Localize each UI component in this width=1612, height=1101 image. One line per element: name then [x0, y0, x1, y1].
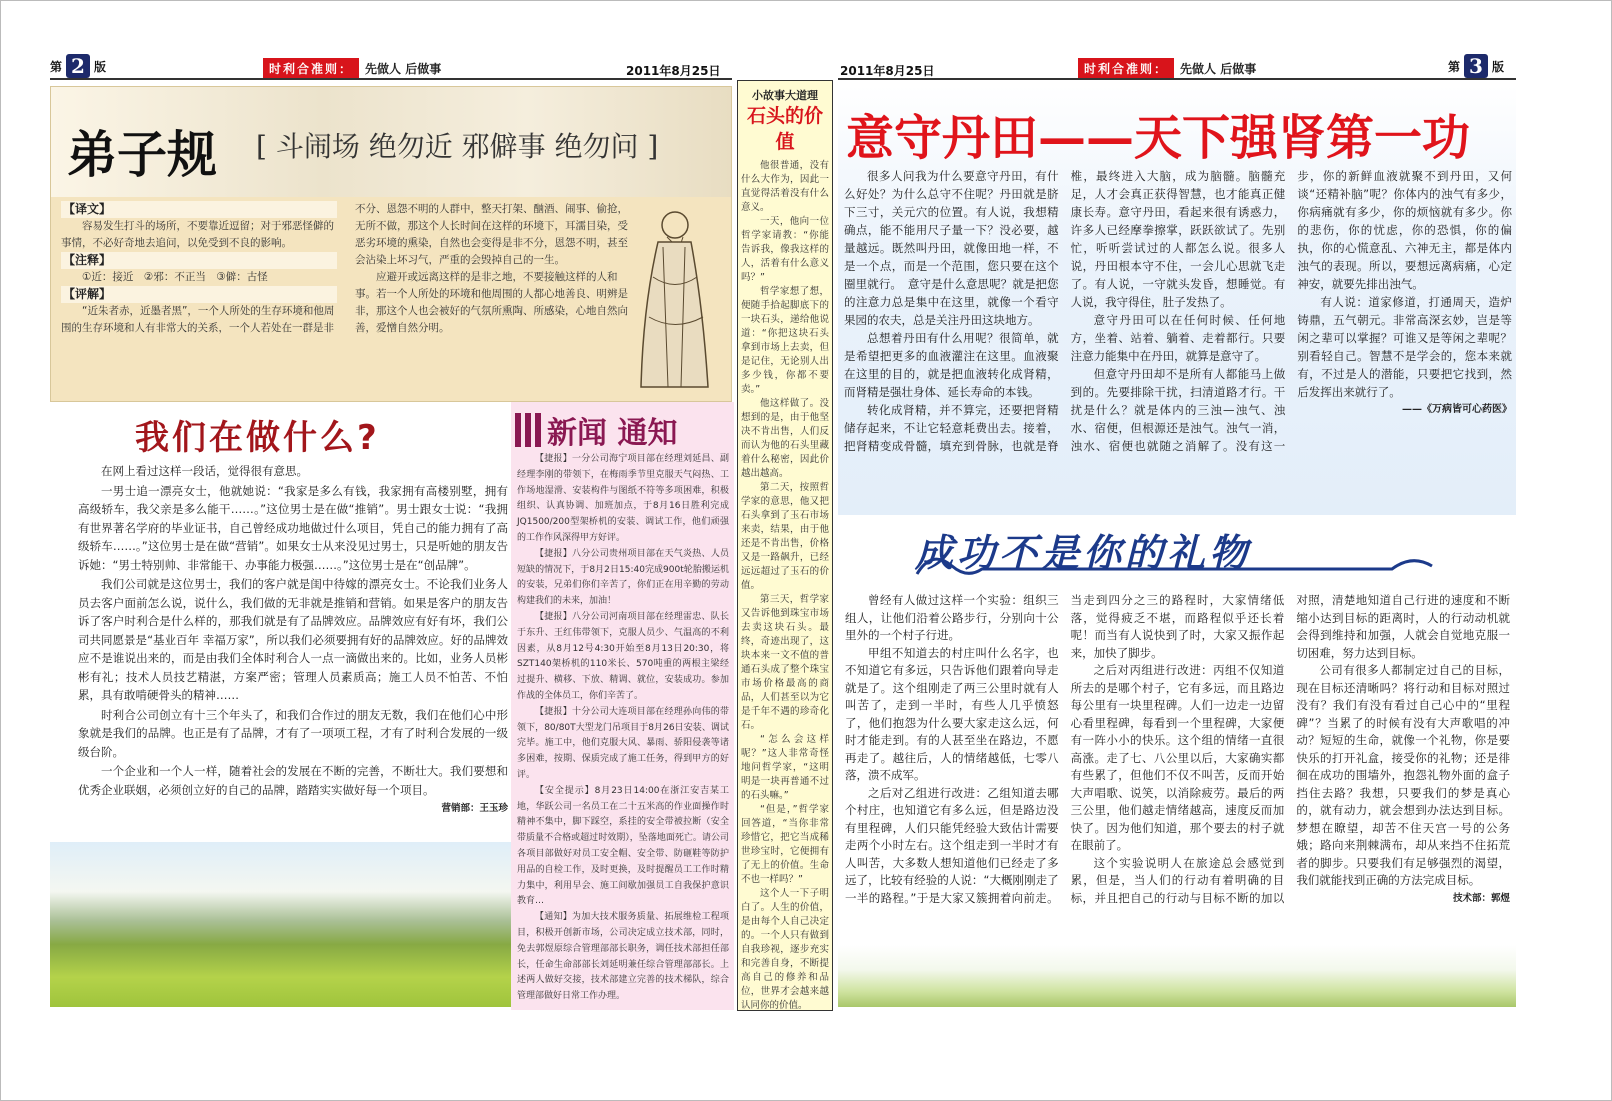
- article-author: 营销部：王玉珍: [441, 803, 508, 814]
- motto-left: [263, 58, 441, 79]
- motto-tag: 时利合准则：: [263, 58, 359, 79]
- dizigui-section: [50, 86, 732, 402]
- article-body: [78, 462, 508, 819]
- story-paragraph: 一天，他向一位哲学家请教：“你能告诉我，像我这样的人，活着有什么意义吗？”: [741, 216, 829, 283]
- story-paragraph-list: [738, 155, 832, 1013]
- issue-date-right: 2011年8月25日: [840, 64, 935, 78]
- page-label: 第: [1448, 59, 1461, 74]
- notes-text: ①近：接近 ②邪：不正当 ③僻：古怪: [82, 271, 268, 283]
- story-paragraph: 他这样做了。没想到的是，由于他坚决不肯出售，人们反而认为他的石头里藏着什么秘密，因此价越出越高。: [741, 398, 829, 479]
- issue-date-left: 2011年8月25日: [626, 64, 721, 78]
- success-body: [845, 592, 1510, 907]
- news-item-list: [517, 452, 729, 1005]
- news-section: [511, 402, 734, 1010]
- confucius-illustration: [623, 197, 723, 397]
- comment-paragraph: 应避开或远离这样的是非之地，不要接触这样的人和事。若一个人所处的环境和他周围的人都心地善良、明辨是非，那这个人也会被好的气氛所熏陶、所感染，心地自然向善，爱憎自然分明。: [355, 271, 628, 334]
- health-paragraph: 但意守丹田却不是所有人都能马上做到的。先要排除干扰，扫清道路才行。干扰是什么？就是体内的三浊—浊气、浊水、宿便，但根源还是浊气。浊气一消，浊水、宿便也就随之消解了。没有这一步，你的新鲜血液就聚不到丹田，又何谈“还精补脑”呢？你体内的浊气有多少，你病痛就有多少，你的烦恼就有多少。你的悲伤，你的忧虑，你的恐惧，你的偏执，你的心慌意乱、六神无主，都是体内浊气的表现。所以，要想远离病痛，心定神安，就要先排出浊气。: [1070, 169, 1512, 453]
- success-paragraph-list: [845, 592, 1510, 907]
- header-divider: [50, 78, 732, 80]
- success-paragraph: 这个实验说明人在旅途总会感觉到累，但是，当人们的行动有着明确的目标，并且把自己的行动与目标不断的加以对照，清楚地知道自己行进的速度和不断缩小达到目标的距离时，人的行动动机就会得到维持和加强，人就会自觉地克服一切困难，努力达到目标。: [1070, 593, 1510, 905]
- story-title: 石头的价值: [746, 105, 823, 153]
- news-title-text: 新闻 通知: [547, 416, 678, 451]
- success-author: 技术部：郭煜: [1452, 892, 1510, 904]
- news-item: 【通知】为加大技术服务质量、拓展维检工程项目，积极开创新市场，公司决定成立技术部，同时，免去郭煜原综合管理部部长职务，调任技术部担任部长，任命生命部部长刘延明兼任综合管理部部长。上述两人做好交接，技术部建立完善的技术梯队，综合管理部做好日常工作办理。: [517, 912, 729, 1002]
- article-paragraph: 在网上看过这样一段话，觉得很有意思。: [101, 464, 308, 478]
- story-paragraph: 哲学家想了想，便随手拾起脚底下的一块石头，递给他说道：“你把这块石头拿到市场上去卖，但是记住，无论别人出多少钱，你都不要卖。”: [741, 286, 829, 395]
- story-paragraph: 他很普通，没有什么大作为，因此一直觉得活着没有什么意义。: [741, 160, 829, 213]
- page-number-left: [50, 54, 106, 78]
- grass-photo: [838, 945, 1516, 1007]
- header-divider: [838, 78, 1516, 80]
- health-article: [838, 85, 1516, 515]
- article-title: 我们在做什么?: [135, 418, 380, 458]
- article-paragraph: 我们公司就是这位男士，我们的客户就是闺中待嫁的漂亮女士。不论我们业务人员去客户面前怎么说，说什么，我们做的无非就是推销和营销。如果是客户的朋友告诉了客户时利合是什么样的，那我们就是有了品牌效应。品牌效应有好有坏，我们公司共同愿景是“基业百年 幸福万家”，所以我们必须要拥有好的品牌效应。好的品牌效应不是谁说出来的，而是由我们全体时利合人一点一滴做出来的。比如，业务人员彬彬有礼；技术人员技艺精湛，方案严密；管理人员素质高；施工人员不怕苦、不怕累，具有敢啃硬骨头的精神……: [78, 577, 508, 702]
- page-number-right: [1448, 54, 1504, 78]
- translation-text: 容易发生打斗的场所，不要靠近逗留；对于邪恶怪僻的事情，不必好奇地去追问，以免受到不良的影响。: [61, 220, 334, 249]
- story-kicker: 小故事大道理: [752, 89, 818, 102]
- story-paragraph: 第三天，哲学家又告诉他到珠宝市场去卖这块石头。最终，奇迹出现了，这块本来一文不值的普通石头成了整个珠宝市场价格最高的商品，人们甚至以为它是千年不遇的珍奇化石。: [741, 594, 829, 731]
- news-item: 【捷报】十分公司大连项目部在经理孙向伟的带领下，80/80T大型龙门吊项目于8月26日安装、调试完毕。施工中，他们克服大风、暴雨、骄阳侵袭等诸多困难，按期、保质完成了施工任务，得到甲方的好评。: [517, 706, 729, 780]
- motto-tag: 时利合准则：: [1078, 58, 1174, 79]
- title-bars-icon: [515, 413, 541, 447]
- success-paragraph: 之后对丙组进行改进：丙组不仅知道所去的是哪个村子，它有多远，而且路边每公里有一块里程碑。人们一边走一边留心看里程碑，每看到一个里程碑，大家便有一阵小小的快乐。这个组的情绪一直很高涨。走了七、八公里以后，大家确实都有些累了，但他们不仅不叫苦，反而开始大声唱歌、说笑，以消除疲劳。最后的两三公里，他们越走情绪越高，速度反而加快了。因为他们知道，那个要去的村子就在眼前了。: [1070, 663, 1285, 852]
- news-item: 【捷报】八分公司贵州项目部在天气炎热、人员短缺的情况下，于8月2日15:40完成900t轮胎搬运机的安装，兄弟们你们辛苦了，你们正在用辛勤的劳动构建我们的未来，加油！: [517, 548, 729, 607]
- success-paragraph: 之后对乙组进行改进：乙组知道去哪个村庄，也知道它有多么远，但是路边没有里程碑，人们只能凭经验大致估计需要走两个小时左右。这个组走到一半时才有人叫苦，大多数人想知道他们已经走了多远了，比较有经验的人说：“大概刚刚走了一半的路程。”于是大家又簇拥着向前走。当走到四分之三的路程时，大家情绪低落，觉得疲乏不堪，而路程似乎还长着呢！而当有人说快到了时，大家又振作起来，加快了脚步。: [845, 593, 1285, 905]
- page-label: 第: [50, 59, 63, 74]
- article-paragraph: 时利合公司创立有十三个年头了，和我们合作过的朋友无数，我们在他们心中形象就是我们的品牌。也正是有了品牌，才有了一项项工程，才有了时利合发展的一级级台阶。: [78, 707, 508, 759]
- page-number-badge: 3: [1464, 54, 1488, 78]
- health-body: [844, 167, 1512, 455]
- news-title: [515, 408, 677, 452]
- news-item: 【捷报】八分公司河南项目部在经理雷忠、队长于东升、王红伟带领下，克服人员少、气温高的不利因素，从8月12号4:30开始至8月13日20:30，将SZT140架桥机的110米长、570吨重的两根主梁经过提升、横移、下放、精调、就位，安装成功。参加作战的全体员工，你们辛苦了。: [517, 611, 729, 701]
- health-title: 意守丹田——天下强肾第一功: [846, 110, 1471, 166]
- success-paragraph: 公司有很多人都制定过自己的目标，现在目标还清晰吗？将行动和目标对照过没有？我们有没有看过自己心中的“里程碑”？当累了的时候有没有大声歌唱的冲动？短短的生命，就像一个礼物，你是要快乐的打开礼盒，接受你的礼物；还是徘徊在成功的围墙外，抱怨礼物外面的盒子挡住去路？我想，只要我们的梦是真心的，就有动力，就会想到办法达到目标。梦想在瞭望，却苦不住天宫一号的公务娥；路向来荆棘满布，却从来挡不住拓荒者的脚步。只要我们有足够强烈的渴望，我们就能找到正确的方法完成目标。: [1296, 663, 1510, 887]
- success-paragraph: 曾经有人做过这样一个实验：组织三组人，让他们沿着公路步行，分别向十公里外的一个村子行进。: [845, 593, 1059, 642]
- translation-heading: 【译文】: [61, 201, 337, 218]
- news-item: 【安全提示】8月23日14:00在浙江安吉某工地，华跃公司一名员工在二十五米高的作业面操作时精神不集中，脚下踩空，系挂的安全带被拉断（安全带质量不合格或超过时效期），坠落地面死亡。请公司各项目部做好对员工安全帽、安全带、防砸鞋等防护用品的自检工作，及时更换，及时提醒员工工作时精力集中，利用早会、施工间歇加强员工自我保护意识教育…: [517, 785, 729, 907]
- notes-heading: 【注释】: [61, 252, 337, 269]
- dizigui-title: 弟子规: [67, 125, 217, 184]
- motto-text: 先做人 后做事: [365, 62, 442, 76]
- health-paragraph: 很多人问我为什么要意守丹田，有什么好处？为什么总守不住呢？丹田就是脐下三寸，关元穴的位置。有人说，我想精确点，能不能用尺子量一下？没必要，越量越远。既然叫丹田，就像田地一样，不是一个点，而是一个范围，您只要在这个圈里就行。 意守是什么意思呢？就是把您的注意力总是集中在这里，就像一个看守果园的农夫，总是关注丹田这块地方。: [844, 169, 1059, 327]
- story-paragraph: 第二天，按照哲学家的意思，他又把石头拿到了玉石市场来卖，结果，由于他还是不肯出售，价格又是一路飙升，已经远远超过了玉石的价值。: [741, 482, 829, 591]
- health-paragraph: 意守丹田可以在任何时候、任何地方，坐着、站着、躺着、走着都行。只要注意力能集中在丹田，就算是意守了。: [1070, 313, 1286, 363]
- motto-right: [1078, 58, 1256, 79]
- story-paragraph: 这个人一下子明白了。人生的价值，是由每个人自己决定的。一个人只有做到自我珍视，逐步充实和完善自身，不断提高自己的修养和品位，世界才会越来越认同你的价值。: [741, 888, 829, 1011]
- health-source: ——《万病皆可心药医》: [1401, 404, 1512, 415]
- dizigui-text: [61, 201, 631, 337]
- success-title: 成功不是你的礼物: [915, 530, 1252, 575]
- article-paragraph: 一个企业和一个人一样，随着社会的发展在不断的完善，不断壮大。我们要想和优秀企业联姻，必须创立好的自己的品牌，踏踏实实做好每一个项目。: [78, 764, 508, 797]
- dizigui-verse: [ 斗闹场 绝勿近 邪僻事 绝勿问 ]: [256, 130, 659, 163]
- page-number-badge: 2: [66, 54, 90, 78]
- story-paragraph: “但是，”哲学家回答道，“当你非常珍惜它，把它当成稀世珍宝时，它便拥有了无上的价值。生命不也一样吗？”: [741, 804, 829, 885]
- story-paragraph: “怎么会这样呢？”这人非常奇怪地问哲学家，“这明明是一块再普通不过的石头嘛。”: [741, 734, 829, 801]
- landscape-photo: [50, 842, 512, 1007]
- health-paragraph: 总想着丹田有什么用呢？很简单，就是希望把更多的血液灌注在这里。血液聚在这里的目的，就是把血液转化成肾精，而肾精是强壮身体、延长寿命的本钱。: [844, 331, 1059, 399]
- success-paragraph: 甲组不知道去的村庄叫什么名字，也不知道它有多远，只告诉他们跟着向导走就是了。这个组刚走了两三公里时就有人叫苦了，走到一半时，有些人几乎愤怒了，他们抱怨为什么要大家走这么远，何时才能走到。有的人甚至坐在路边，不愿再走了。越往后，人的情绪越低，七零八落，溃不成军。: [845, 645, 1059, 782]
- page-label: 版: [94, 59, 107, 74]
- article-paragraph: 一男士追一漂亮女士，他就她说：“我家是多么有钱，我家拥有高楼别墅，拥有高级轿车，我父亲是多么能干……。”这位男士是在做“推销”。男士跟女士说：“我拥有世界著名学府的毕业证书，自己曾经成功地做过什么项目，凭自己的能力拥有了高级轿车……。”这位男士是在做“营销”。如果女士从来没见过男士，只是听她的朋友告诉她：“男士特别帅、非常能干、办事能力极强……。”这位男士是在“创品牌”。: [78, 483, 508, 572]
- health-paragraph: 有人说：道家修道，打通周天，造炉铸鼎，五气朝元。非常高深玄妙，岂是等闲之辈可以掌握？可谁又是等闲之辈呢？别看轻自己。智慧不是学会的，您本来就有，不过是人的潜能，只要把它找到，然后发挥出来就行了。: [1297, 295, 1512, 399]
- comment-paragraph: “近朱者赤，近墨者黑”，一个人所处的生存环境和他周围的生存环境和人有非常大的关系，一个人若处在一群是非不分、恩怨不明的人群中，整天打架、酗酒、闹事、偷抢，无所不做，那这个人长时间在这样的环境下，耳濡目染，受恶劣环境的熏染，自然也会变得是非不分，恩怨不明，甚至会沾染上坏习气，严重的会毁掉自己的一生。: [61, 203, 628, 334]
- motto-text: 先做人 后做事: [1180, 62, 1257, 76]
- comment-heading: 【评解】: [61, 286, 337, 303]
- article-paragraph-list: [78, 462, 508, 799]
- story-column: [737, 80, 833, 1011]
- news-item: 【捷报】一分公司海宁项目部在经理刘延昌、副经理李刚的带领下，在梅雨季节里克服天气闷热、工作场地湿滑、安装构件与图纸不符等多项困难，积极组织、认真协调、加班加点，于8月16日胜利完成JQ1500/200型架桥机的安装、调试工作，他们顽强的工作作风深得甲方好评。: [517, 454, 729, 543]
- page-label: 版: [1492, 59, 1505, 74]
- health-paragraph: 转化成肾精，并不算完，还要把肾精储存起来，不让它轻意耗费出去。接着，把肾精变成骨髓，填充到骨脉，也就是脊椎，最终进入大脑，成为脑髓。脑髓充足，人才会真正获得智慧，也才能真正健康长寿。意守丹田，看起来很有诱惑力，许多人已经摩拳擦掌，跃跃欲试了。先别忙，听听尝试过的人都怎么说。很多人说，丹田根本守不住，一会儿心思就飞走了。有人说，一守就头发昏，想睡觉。有人说，我守得住，肚子发热了。: [844, 169, 1286, 453]
